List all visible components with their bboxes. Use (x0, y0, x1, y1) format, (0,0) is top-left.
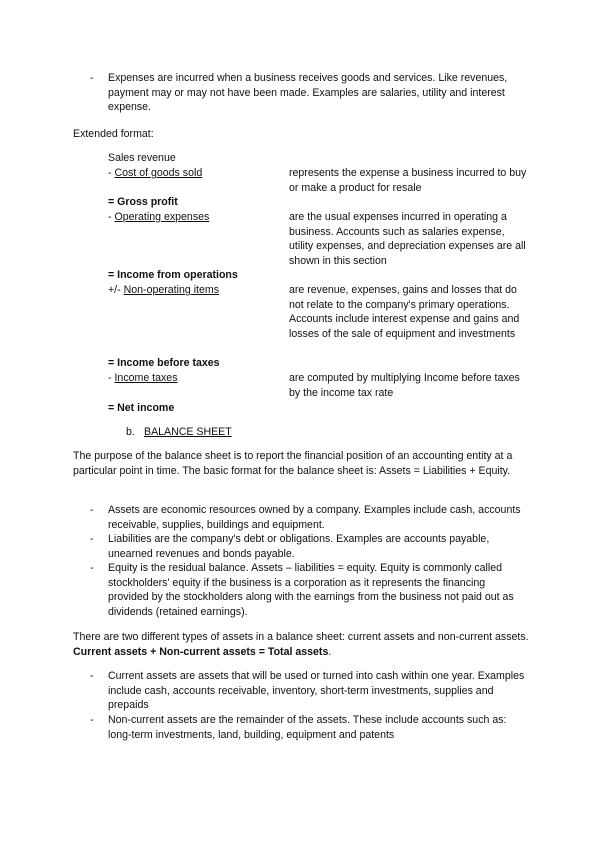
bullet-dash: - (90, 562, 94, 574)
cogs-prefix: - (108, 167, 115, 179)
bullet-text: Equity is the residual balance. Assets – liabilities = equity. Equity is commonly called stockholders' equity if the business is a corporation as it represents the financing provided by the stockholders along with the earnings from the business not paid out as dividends (retained earnings). (108, 562, 514, 618)
bullet-dash: - (90, 533, 94, 545)
bullet-text: Non-current assets are the remainder of the assets. These include accounts such as: long-term investments, land, building, equipment and patents (108, 714, 507, 741)
section-title: BALANCE SHEET (144, 426, 232, 438)
opex-prefix: - (108, 211, 115, 223)
bullet-dash: - (90, 504, 94, 516)
asset-formula: Current assets + Non-current assets = Total assets (73, 645, 329, 658)
cogs-line (108, 166, 288, 181)
bullet-text: Current assets are assets that will be used or turned into cash within one year. Examples include cash, accounts receivable, inventory, short-term investments, supplies and prepaids (108, 670, 525, 712)
nonop-prefix: +/- (108, 284, 124, 296)
bullet-text: Liabilities are the company's debt or obligations. Examples are accounts payable, unearned revenues and bonds payable. (108, 533, 490, 560)
bullet-dash: - (90, 670, 94, 682)
tax-description: are computed by multiplying Income before taxes by the income tax rate (289, 372, 520, 399)
income-from-operations: = Income from operations (108, 269, 238, 281)
asset-types-text: There are two different types of assets in a balance sheet: current assets and non-current assets. (73, 631, 529, 643)
net-income: = Net income (108, 402, 175, 414)
asset-types-end: . (328, 645, 332, 658)
tax-label: Income taxes (114, 372, 178, 384)
bullet-text: Assets are economic resources owned by a company. Examples include cash, accounts receivable, supplies, buildings and equipment. (108, 504, 521, 531)
bullet-dash: - (90, 714, 94, 726)
bullet-text: Expenses are incurred when a business receives goods and services. Like revenues, payment may or may not have been made. Examples are salaries, utility and interest expense. (108, 72, 508, 114)
income-before-taxes: = Income before taxes (108, 357, 220, 369)
nonop-label: Non-operating items (123, 284, 219, 296)
opex-label: Operating expenses (114, 211, 210, 223)
sales-revenue: Sales revenue (108, 152, 176, 164)
cogs-description: represents the expense a business incurred to buy or make a product for resale (289, 167, 527, 194)
opex-description: are the usual expenses incurred in operating a business. Accounts such as salaries expense, utility expenses, and depreciation expenses are all shown in this section (289, 211, 526, 267)
opex-line (108, 210, 288, 225)
section-marker: b. (126, 426, 135, 438)
bullet-dash: - (90, 72, 94, 84)
extended-format-label: Extended format: (73, 128, 154, 140)
cogs-label: Cost of goods sold (114, 167, 203, 179)
gross-profit: = Gross profit (108, 196, 178, 208)
nonop-line (108, 283, 288, 298)
balance-intro-paragraph: The purpose of the balance sheet is to report the financial position of an accounting entity at a particular point in time. The basic format for the balance sheet is: Assets = Liabilities + Equity. (73, 450, 513, 477)
nonop-description: are revenue, expenses, gains and losses that do not relate to the company's primary operations. Accounts include interest expense and gains and losses of the sale of equipment and investments (289, 284, 520, 340)
tax-prefix: - (108, 372, 115, 384)
asset-types-paragraph (73, 630, 533, 659)
tax-line (108, 371, 288, 386)
